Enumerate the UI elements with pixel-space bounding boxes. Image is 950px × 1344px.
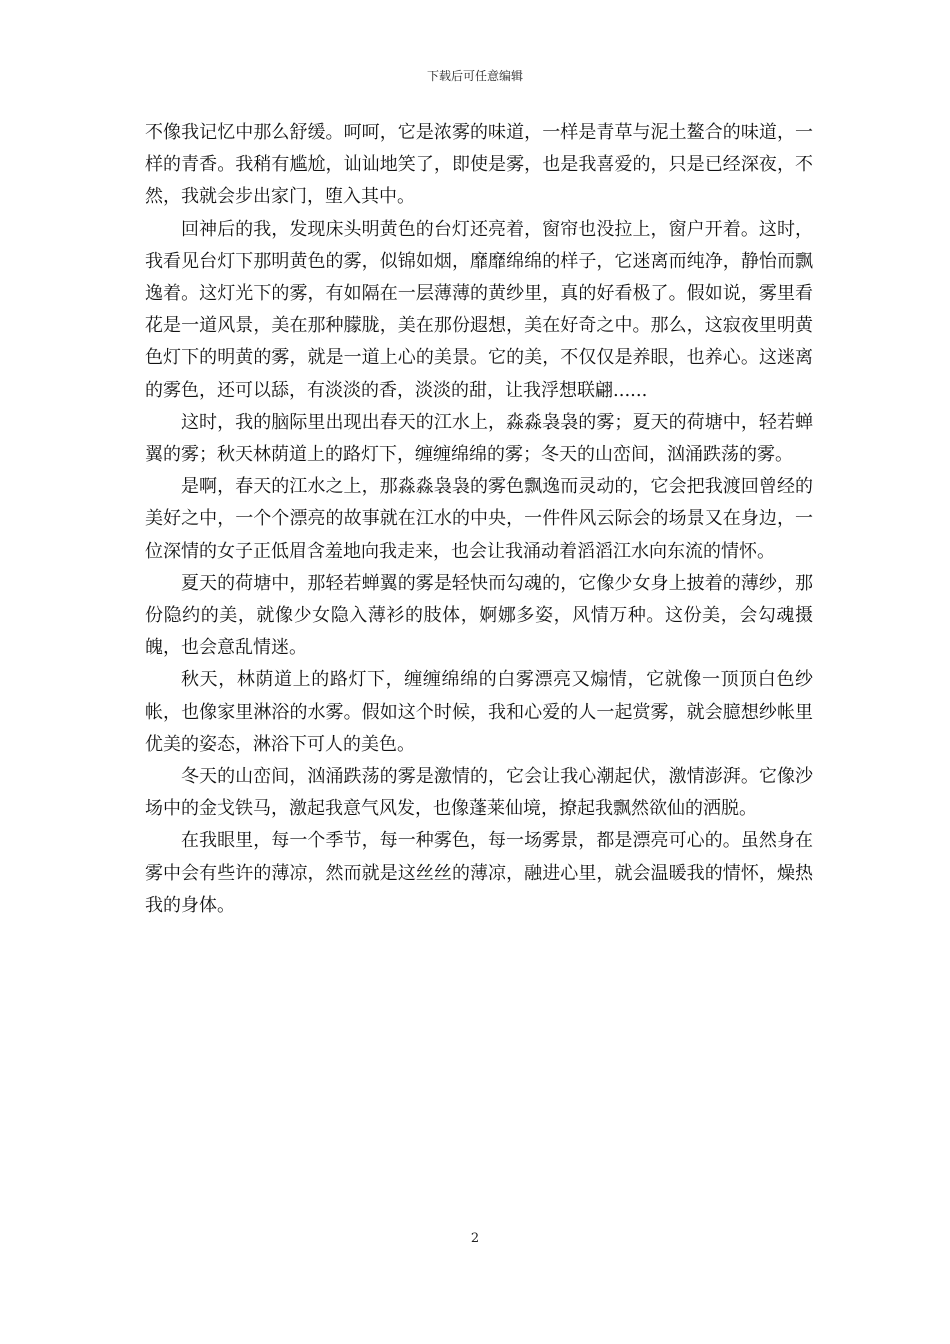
page-number: 2 [470,1231,480,1246]
paragraph-7: 冬天的山峦间，汹涌跌荡的雾是激情的，它会让我心潮起伏，激情澎湃。它像沙场中的金戈铁马，激起我意气风发，也像蓬莱仙境，撩起我飘然欲仙的洒脱。 [145,766,813,820]
page-header: 下载后可任意编辑 [426,69,523,83]
paragraph-4: 是啊，春天的江水之上，那淼淼袅袅的雾色飘逸而灵动的，它会把我渡回曾经的美好之中，一个个漂亮的故事就在江水的中央，一件件风云际会的场景又在身边，一位深情的女子正低眉含羞地向我走来，也会让我涌动着滔滔江水向东流的情怀。 [145,476,813,562]
paragraph-8: 在我眼里，每一个季节，每一种雾色，每一场雾景，都是漂亮可心的。虽然身在雾中会有些许的薄凉，然而就是这丝丝的薄凉，融进心里，就会温暖我的情怀，燥热我的身体。 [145,830,813,916]
paragraph-6: 秋天，林荫道上的路灯下，缠缠绵绵的白雾漂亮又煽情，它就像一顶顶白色纱帐，也像家里淋浴的水雾。假如这个时候，我和心爱的人一起赏雾，就会臆想纱帐里优美的姿态，淋浴下可人的美色。 [145,669,813,755]
paragraph-1: 不像我记忆中那么舒缓。呵呵，它是浓雾的味道，一样是青草与泥土鳌合的味道，一样的青香。我稍有尴尬，讪讪地笑了，即使是雾，也是我喜爱的，只是已经深夜，不然，我就会步出家门，堕入其中。 [145,122,813,208]
paragraph-2: 回神后的我，发现床头明黄色的台灯还亮着，窗帘也没拉上，窗户开着。这时，我看见台灯下那明黄色的雾，似锦如烟，靡靡绵绵的样子，它迷离而纯净，静怡而飘逸着。这灯光下的雾，有如隔在一层薄薄的黄纱里，真的好看极了。假如说，雾里看花是一道风景，美在那种朦胧，美在那份遐想，美在好奇之中。那么，这寂夜里明黄色灯下的明黄的雾，就是一道上心的美景。它的美，不仅仅是养眼，也养心。这迷离的雾色，还可以舔，有淡淡的香，淡淡的甜，让我浮想联翩...... [145,218,813,401]
body-text [145,117,813,922]
paragraph-3: 这时，我的脑际里出现出春天的江水上，淼淼袅袅的雾；夏天的荷塘中，轻若蝉翼的雾；秋天林荫道上的路灯下，缠缠绵绵的雾；冬天的山峦间，汹涌跌荡的雾。 [145,411,813,466]
paragraph-5: 夏天的荷塘中，那轻若蝉翼的雾是轻快而勾魂的，它像少女身上披着的薄纱，那份隐约的美，就像少女隐入薄衫的肢体，婀娜多姿，风情万种。这份美，会勾魂摄魄，也会意乱情迷。 [145,572,813,659]
